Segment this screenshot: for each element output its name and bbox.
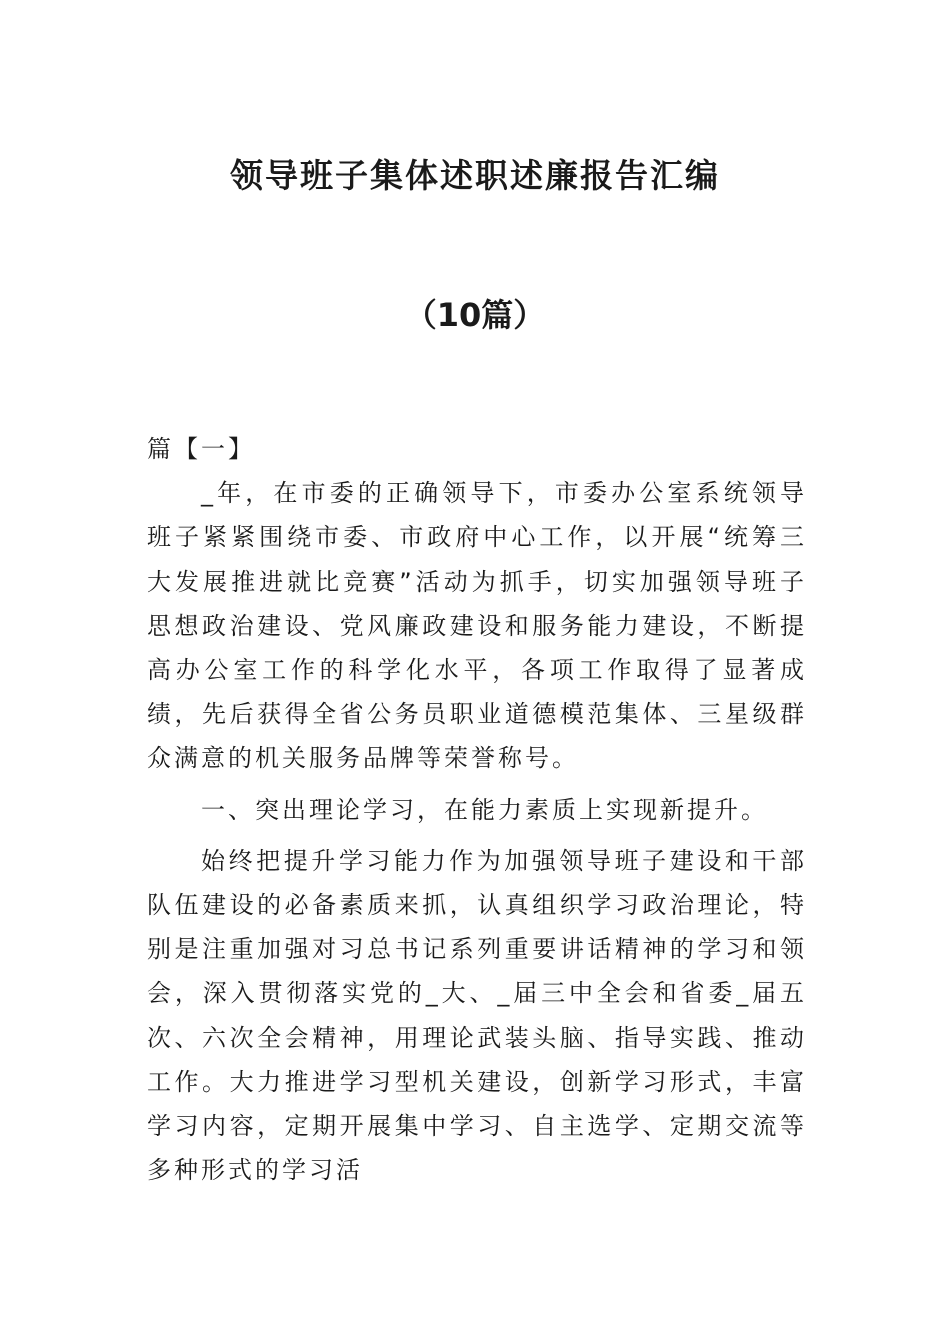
document-subtitle: （10篇） (404, 296, 546, 334)
section-label: 篇【一】 (147, 435, 255, 463)
paragraph: 始终把提升学习能力作为加强领导班子建设和干部队伍建设的必备素质来抓，认真组织学习政治理论，特别是注重加强对习总书记系列重要讲话精神的学习和领会，深入贯彻落实党的_大、_届三中全会和省委_届五次、六次全会精神，用理论武装头脑、指导实践、推动工作。大力推进学习型机关建设，创新学习形式，丰富学习内容，定期开展集中学习、自主选学、定期交流等多种形式的学习活 (147, 846, 807, 1185)
document-title: 领导班子集体述职述廉报告汇编 (230, 156, 720, 195)
paragraph: _年，在市委的正确领导下，市委办公室系统领导班子紧紧围绕市委、市政府中心工作，以开展“统筹三大发展推进就比竞赛”活动为抓手，切实加强领导班子思想政治建设、党风廉政建设和服务能力建设，不断提高办公室工作的科学化水平，各项工作取得了显著成绩，先后获得全省公务员职业道德模范集体、三星级群众满意的机关服务品牌等荣誉称号。 (147, 479, 807, 773)
document-body (147, 427, 807, 1199)
section-heading: 一、突出理论学习，在能力素质上实现新提升。 (201, 795, 768, 824)
